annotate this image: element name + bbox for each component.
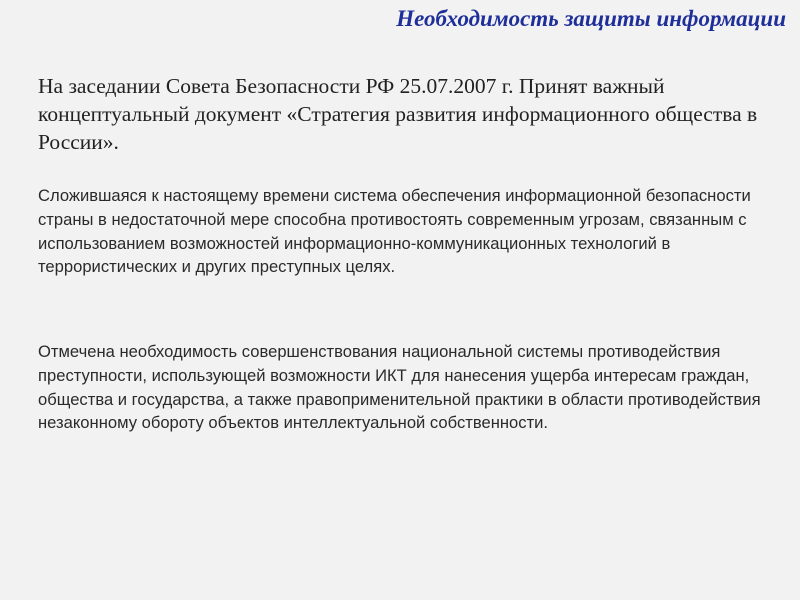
body-paragraph-threats: Сложившаяся к настоящему времени система обеспечения информационной безопасности страны в недостаточной мере способна противостоять современным угрозам, связанным с использованием возможностей информационно-коммуникационных технологий в террористических и других преступных целях. [38,186,751,277]
lead-paragraph: На заседании Совета Безопасности РФ 25.07.2007 г. Принят важный концептуальный документ «Стратегия развития информационного общества в России». [38,74,758,154]
body-paragraph-measures: Отмечена необходимость совершенствования национальной системы противодействия преступности, использующей возможности ИКТ для нанесения ущерба интересам граждан, общества и государства, а также правоприменительной практики в области противодействия незаконному обороту объектов интеллектуальной собственности. [38,342,761,433]
slide-title: Необходимость защиты информации [396,6,786,31]
